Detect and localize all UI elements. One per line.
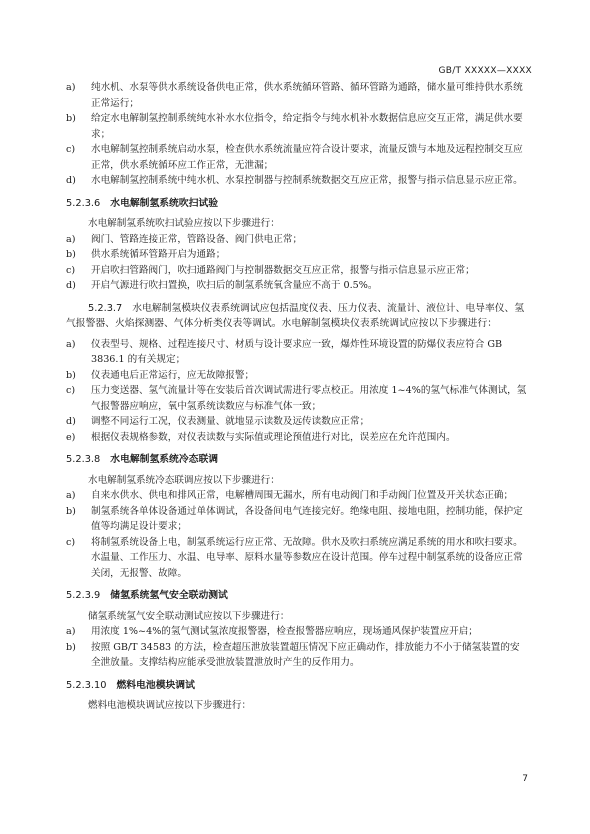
list-item-text: 自来水供水、供电和排风正常，电解槽周围无漏水，所有电动阀门和手动阀门位置及开关状态正确； — [91, 490, 514, 501]
list-item-text: 压力变送器、氢气流量计等在安装后首次调试需进行零点校正。用浓度 1~4%的氢气标准气体测试，氢气报警器应响应，氧中氢系统读数应与标准气体一致； — [91, 385, 527, 412]
standard-code: GB/T XXXXX—XXXX — [438, 66, 532, 76]
list-item-text: 阀门、管路连接正常，管路设备、阀门供电正常； — [91, 233, 303, 245]
list-item-text: 给定水电解制氢控制系统纯水补水水位指令，给定指令与纯水机补水数据信息应交互正常，满足供水要求； — [91, 113, 523, 140]
list-item-text: 根据仪表规格参数，对仪表读数与实际值或理论预值进行对比，误差应在允许范围内。 — [91, 431, 456, 443]
list-item — [66, 430, 528, 446]
list-item-text: 水电解制氢控制系统启动水泵，检查供水系统流量应符合设计要求，流量反馈与本地及远程控制交互应正常，供水系统循环应工作正常，无泄漏； — [91, 144, 523, 171]
section-number: 5.2.3.7 — [88, 302, 123, 314]
section-title: 储氢系统氢气安全联动测试 — [110, 590, 228, 601]
list-item-text: 将制氢系统设备上电，制氢系统运行应正常、无故障。供水及吹扫系统应满足系统的用水和吹扫要求。水温量、工作压力、水温、电导率、原料水量等参数应在设计范围。停车过程中制氢系统的设备应正常关闭，无报警、故障。 — [91, 536, 523, 579]
list-item — [66, 535, 528, 582]
list-item-text: 开启吹扫管路阀门，吹扫通路阀门与控制器数据交互应正常，报警与指示信息显示应正常； — [91, 264, 475, 276]
list-item-marker: e) — [66, 431, 76, 443]
section-heading — [66, 452, 528, 468]
list-item-marker: a) — [66, 82, 76, 93]
list-item-marker: d) — [66, 416, 76, 427]
list-item-marker: d) — [66, 280, 76, 291]
list-item-text: 水电解制氢控制系统中纯水机、水泵控制器与控制系统数据交互应正常，报警与指示信息显示应正常。 — [91, 175, 523, 186]
list-item-marker: b) — [66, 113, 76, 124]
paragraph: 水电解制氢系统冷态联调应按以下步骤进行： — [88, 474, 280, 486]
list-item-marker: b) — [66, 369, 76, 381]
list-item — [66, 232, 528, 248]
list-item-text: 仪表型号、规格、过程连接尺寸、材质与设计要求应一致，爆炸性环境设置的防爆仪表应符合 GB 3836.1 的有关规定； — [91, 338, 503, 365]
list-item-marker: b) — [66, 641, 76, 653]
list-item-text: 供水系统循环管路开启为通路； — [91, 249, 226, 260]
list-item — [66, 173, 528, 189]
list-item — [66, 337, 528, 368]
section-heading — [66, 678, 528, 694]
list-item — [66, 278, 528, 294]
list-item-text: 调整不同运行工况，仪表测量、就地显示读数及远传读数应正常； — [91, 416, 370, 427]
section-title: 燃料电池模块调试 — [116, 679, 195, 691]
list-item-text: 纯水机、水泵等供水系统设备供电正常，供水系统循环管路、循环管路为通路，储水量可维持供水系统正常运行； — [91, 82, 523, 109]
list-item-text: 按照 GB/T 34583 的方法，检查超压泄放装置超压情况下应正确动作，排放能力不小于储氢装置的安全泄放量。支撑结构应能承受泄放装置泄放时产生的反作用力。 — [91, 641, 520, 668]
section-heading — [66, 588, 528, 604]
list-item — [66, 624, 528, 640]
document-body — [66, 80, 528, 714]
paragraph: 水电解制氢系统吹扫试验应按以下步骤进行： — [88, 218, 280, 229]
list-item — [66, 504, 528, 535]
list-item-text: 制氢系统各单体设备通过单体调试，各设备间电气连接完好。绝缘电阻、接地电阻，控制功能，保护定值等均满足设计要求； — [91, 505, 523, 532]
list-item-marker: c) — [66, 264, 76, 276]
list-item-marker: a) — [66, 233, 76, 245]
list-item-marker: d) — [66, 175, 76, 186]
list-item-marker: a) — [66, 490, 76, 501]
list-item — [66, 414, 528, 430]
page-number: 7 — [522, 774, 528, 784]
list-item-text: 仪表通电后正常运行，应无故障报警； — [91, 369, 255, 381]
list-item — [66, 142, 528, 173]
list-item-text: 开启气源进行吹扫置换，吹扫后的制氢系统氧含量应不高于 0.5%。 — [91, 280, 378, 291]
list-item — [66, 80, 528, 111]
list-item-marker: b) — [66, 249, 76, 260]
list-item-marker: c) — [66, 385, 76, 396]
list-item-marker: a) — [66, 338, 76, 350]
list-item — [66, 111, 528, 142]
list-item — [66, 640, 528, 671]
section-number: 5.2.3.9 — [66, 590, 101, 601]
section-number: 5.2.3.10 — [66, 679, 107, 691]
list-item — [66, 247, 528, 263]
list-item-marker: c) — [66, 144, 76, 155]
section-heading — [66, 196, 528, 212]
section-clause — [66, 301, 528, 332]
paragraph: 储氢系统氢气安全联动测试应按以下步骤进行： — [88, 610, 290, 622]
list-item — [66, 263, 528, 279]
section-number: 5.2.3.8 — [66, 454, 101, 465]
list-item-marker: b) — [66, 505, 76, 517]
list-item — [66, 368, 528, 384]
list-item-marker: c) — [66, 536, 76, 548]
list-item-text: 用浓度 1%~4%的氢气测试氢浓度报警器，检查报警器应响应，现场通风保护装置应开启； — [91, 626, 478, 637]
list-item — [66, 488, 528, 504]
section-title: 水电解制氢系统吹扫试验 — [110, 197, 219, 209]
section-title: 水电解制氢系统冷态联调 — [110, 454, 219, 465]
paragraph: 燃料电池模块调试应按以下步骤进行： — [88, 700, 252, 711]
section-title: 水电解制氢模块仪表系统调试应包括温度仪表、压力仪表、流量计、液位计、电导率仪、氢气报警器、火焰探测器、气体分析类仪表等调试。水电解制氢模块仪表系统调试应按以下步骤进行： — [66, 302, 525, 329]
list-item — [66, 383, 528, 414]
list-item-marker: a) — [66, 626, 76, 637]
section-number: 5.2.3.6 — [66, 197, 101, 209]
